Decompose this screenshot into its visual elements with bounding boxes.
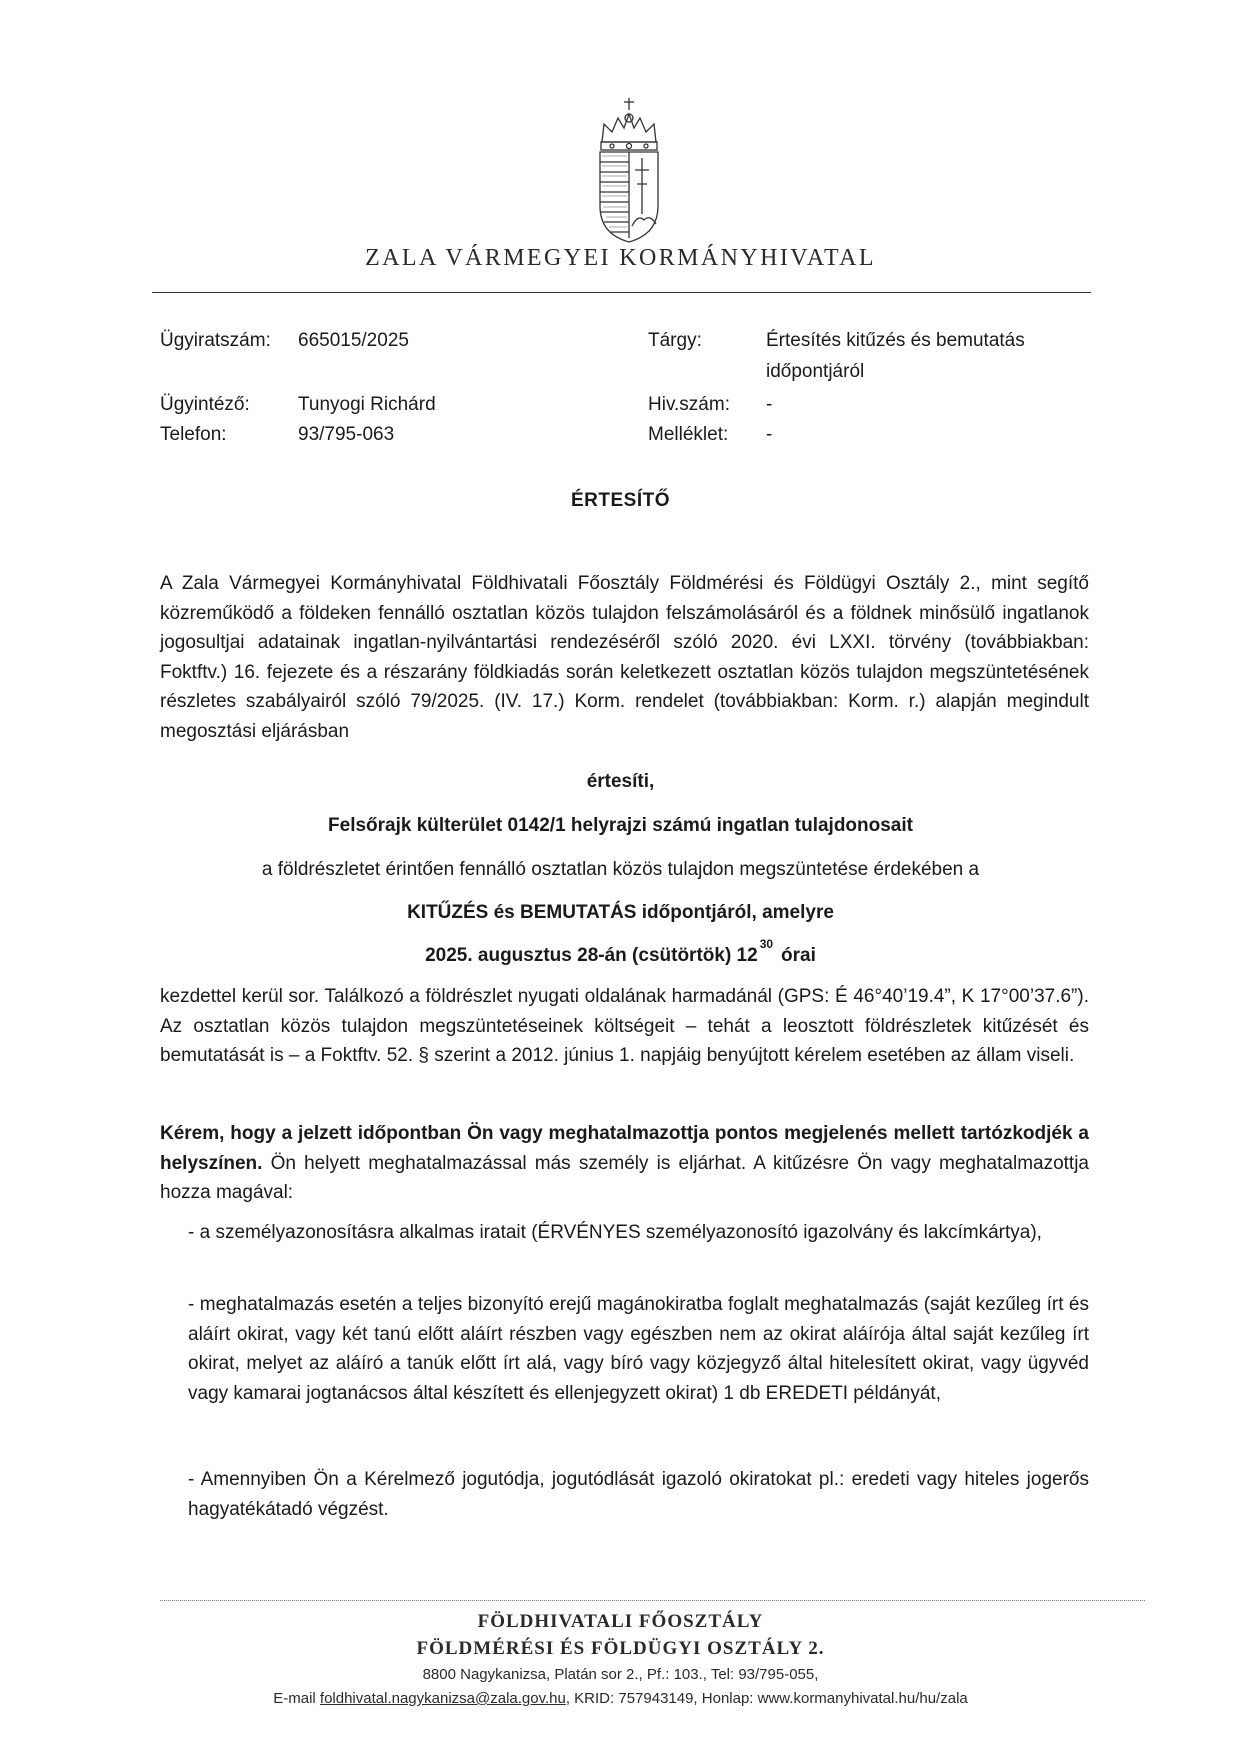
header-divider	[152, 292, 1091, 293]
targy-value-line1: Értesítés kitűzés és bemutatás	[766, 330, 1025, 351]
kerem-paragraph	[160, 1119, 1089, 1208]
date-line	[0, 937, 1241, 972]
footer-division: FÖLDMÉRÉSI ÉS FÖLDÜGYI OSZTÁLY 2.	[416, 1638, 825, 1659]
ertesiti-line: értesíti,	[586, 771, 655, 792]
footer-krid-website: , KRID: 757943149, Honlap: www.kormanyhivatal.hu/hu/zala	[565, 1690, 968, 1707]
ugyiratszam-value: 665015/2025	[298, 330, 409, 351]
date-main: 2025. augusztus 28-án (csütörtök) 12	[425, 945, 758, 966]
kituzes-line: KITŰZÉS és BEMUTATÁS időpontjáról, amelyre	[407, 902, 834, 923]
bullet-item-id: - a személyazonosításra alkalmas iratait (ÉRVÉNYES személyazonosító igazolvány és lakcímkártya),	[188, 1222, 1042, 1243]
ugyintezo-label: Ügyintéző:	[160, 394, 250, 415]
intro-paragraph: A Zala Vármegyei Kormányhivatal Földhivatali Főosztály Földmérési és Földügyi Osztály 2., mint segítő közreműködő a földeken fennálló osztatlan közös tulajdon felszámolásáról és a földnek minősülő ingatlanok jogosultjai adatainak ingatlan-nyilvántartási rendezéséről szóló 2020. évi LXXI. törvény (továbbiakban: Foktftv.) 16. fejezete és a részarány földkiadás során keletkezett osztatlan közös tulajdon megszüntetésének részletes szabályairól szóló 79/2025. (IV. 17.) Korm. rendelet (továbbiakban: Korm. r.) alapján megindult megosztási eljárásban	[160, 573, 1089, 742]
footer-address: 8800 Nagykanizsa, Platán sor 2., Pf.: 103., Tel: 93/795-055,	[422, 1666, 819, 1683]
melleklet-label: Melléklet:	[648, 424, 729, 445]
footer-email-link[interactable]: foldhivatal.nagykanizsa@zala.gov.hu	[319, 1690, 566, 1707]
hivszam-value: -	[766, 394, 773, 415]
document-title: ÉRTESÍTŐ	[570, 490, 670, 511]
melleklet-value: -	[766, 424, 773, 445]
bullet-item-authorization: - meghatalmazás esetén a teljes bizonyító erejű magánokiratba foglalt meghatalmazás (saját kezűleg írt és aláírt okirat, vagy két tanú előtt aláírt részben vagy egészben nem az okirat aláírója által saját kezűleg írt okirat, melyet az aláíró a tanúk előtt írt alá, vagy bíró vagy közjegyző által hitelesített okirat, vagy ügyvéd vagy kamarai jogtanácsos által készített és ellenjegyzett okirat) 1 db EREDETI példányát,	[188, 1294, 1089, 1404]
targy-label: Tárgy:	[648, 330, 702, 351]
footer-contact	[0, 1690, 1241, 1707]
telefon-value: 93/795-063	[298, 424, 395, 445]
footer-email-prefix: E-mail	[273, 1690, 320, 1707]
foldreszlet-line: a földrészletet érintően fennálló osztatlan közös tulajdon megszüntetése érdekében a	[261, 859, 980, 880]
property-line: Felsőrajk külterület 0142/1 helyrajzi számú ingatlan tulajdonosait	[328, 815, 913, 836]
date-suffix: órai	[781, 945, 816, 966]
targy-value-line2: időpontjáról	[766, 361, 865, 382]
agency-name: ZALA VÁRMEGYEI KORMÁNYHIVATAL	[365, 245, 876, 271]
telefon-label: Telefon:	[160, 424, 227, 445]
bullet-item-successor: - Amennyiben Ön a Kérelmező jogutódja, jogutódlását igazoló okiratokat pl.: eredeti vagy hiteles jogerős hagyatékátadó végzést.	[188, 1469, 1089, 1520]
kezdettel-paragraph: kezdettel kerül sor. Találkozó a földrészlet nyugati oldalának harmadánál (GPS: É 46°40’19.4”, K 17°00’37.6”). Az osztatlan közös tulajdon megszüntetéseinek költségeit – tehát a leosztott földrészletek kitűzését és bemutatását is – a Foktftv. 52. § szerint a 2012. június 1. napjáig benyújtott kérelem esetében az állam viseli.	[160, 986, 1089, 1066]
footer-divider	[160, 1600, 1145, 1601]
date-minutes: 30	[759, 937, 774, 951]
hivszam-label: Hiv.szám:	[648, 394, 730, 415]
ugyintezo-value: Tunyogi Richárd	[298, 394, 436, 415]
footer-department: FÖLDHIVATALI FŐOSZTÁLY	[477, 1611, 764, 1632]
coat-of-arms-icon	[594, 96, 664, 244]
kerem-rest-text: Ön helyett meghatalmazással más személy is eljárhat. A kitűzésre Ön vagy meghatalmazottja hozza magával:	[160, 1152, 1089, 1203]
kerem-bold-text: Kérem, hogy a jelzett időpontban Ön vagy meghatalmazottja pontos megjelenés mellett tartózkodjék a helyszínen.	[160, 1123, 1089, 1174]
ugyiratszam-label: Ügyiratszám:	[160, 330, 271, 351]
